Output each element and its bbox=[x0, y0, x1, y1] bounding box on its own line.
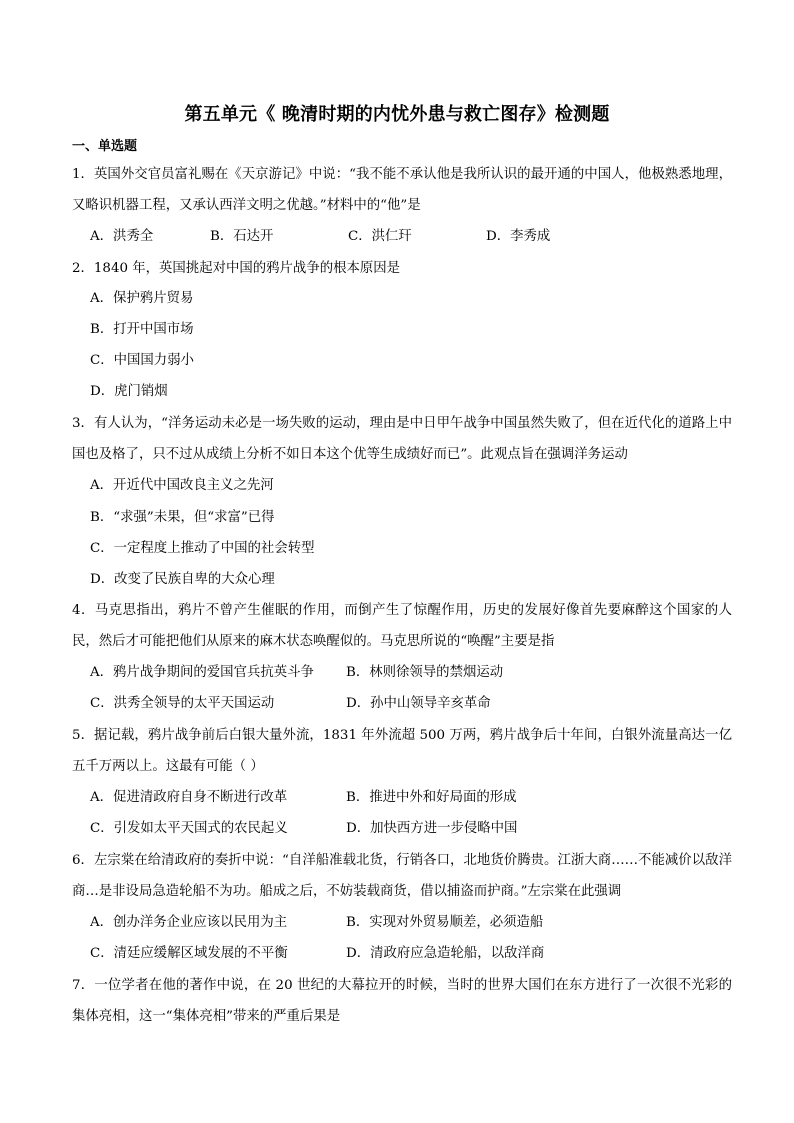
question-stem: 7．一位学者在他的著作中说，在 20 世纪的大幕拉开的时候，当时的世界大国们在东方进行了一次很不光彩的集体亮相，这一“集体亮相”带来的严重后果是 bbox=[72, 978, 732, 1024]
option-d: D．加快西方进一步侵略中国 bbox=[346, 821, 518, 836]
option-d: D．李秀成 bbox=[486, 229, 551, 244]
option-a: A．创办洋务企业应该以民用为主 bbox=[90, 915, 288, 930]
option-c: C．中国国力弱小 bbox=[90, 353, 194, 368]
question-stem: 2．1840 年，英国挑起对中国的鸦片战争的根本原因是 bbox=[72, 261, 401, 276]
question-stem: 4．马克思指出，鸦片不曾产生催眠的作用，而倒产生了惊醒作用，历史的发展好像首先要麻醉这个国家的人民，然后才可能把他们从原来的麻木状态唤醒似的。马克思所说的“唤醒”主要是指 bbox=[72, 603, 732, 649]
option-c: C．洪秀全领导的太平天国运动 bbox=[90, 696, 275, 711]
option-a: A．开近代中国改良主义之先河 bbox=[90, 478, 274, 493]
option-d: D．虎门销烟 bbox=[90, 384, 168, 399]
option-b: B．推进中外和好局面的形成 bbox=[346, 790, 517, 805]
section-heading: 一、单选题 bbox=[72, 139, 138, 154]
question-stem: 5．据记载，鸦片战争前后白银大量外流，1831 年外流超 500 万两，鸦片战争后十年间，白银外流量高达一亿五千万两以上。这最有可能（ ） bbox=[72, 728, 732, 774]
question-stem: 1．英国外交官员富礼赐在《天京游记》中说：“我不能不承认他是我所认识的最开通的中国人，他极熟悉地理，又略识机器工程，又承认西洋文明之优越。”材料中的“他”是 bbox=[72, 167, 732, 213]
option-d: D．孙中山领导辛亥革命 bbox=[346, 696, 491, 711]
option-a: A．保护鸦片贸易 bbox=[90, 291, 194, 306]
question-stem: 3．有人认为，“洋务运动未必是一场失败的运动，理由是中日甲午战争中国虽然失败了，但在近代化的道路上中国也及格了，只不过从成绩上分析不如日本这个优等生成绩好而已”。此观点旨在强调洋务运动 bbox=[72, 416, 732, 462]
option-d: D．清政府应急造轮船，以敌洋商 bbox=[346, 946, 545, 961]
option-b: B．林则徐领导的禁烟运动 bbox=[346, 665, 504, 680]
option-c: C．清廷应缓解区域发展的不平衡 bbox=[90, 946, 288, 961]
option-c: C．洪仁玕 bbox=[348, 229, 412, 244]
option-c: C．引发如太平天国式的农民起义 bbox=[90, 821, 288, 836]
option-d: D．改变了民族自卑的大众心理 bbox=[90, 572, 275, 587]
option-b: B．打开中国市场 bbox=[90, 322, 194, 337]
option-b: B．石达开 bbox=[210, 229, 274, 244]
option-a: A．鸦片战争期间的爱国官兵抗英斗争 bbox=[90, 665, 314, 680]
option-a: A．洪秀全 bbox=[90, 229, 154, 244]
option-b: B．实现对外贸易顺差，必须造船 bbox=[346, 915, 544, 930]
option-c: C．一定程度上推动了中国的社会转型 bbox=[90, 541, 315, 556]
question-stem: 6．左宗棠在给清政府的奏折中说：“自洋船准载北货，行销各口，北地货价腾贵。江浙大商……不能减价以敌洋商…是非设局急造轮船不为功。船成之后，不妨装载商货，借以捕盗而护商。”左宗棠在此强调 bbox=[72, 853, 732, 899]
option-b: B．“求强”未果，但“求富”已得 bbox=[90, 510, 275, 525]
page-title: 第五单元《 晚清时期的内忧外患与救亡图存》检测题 bbox=[184, 104, 610, 125]
option-a: A．促进清政府自身不断进行改革 bbox=[90, 790, 288, 805]
